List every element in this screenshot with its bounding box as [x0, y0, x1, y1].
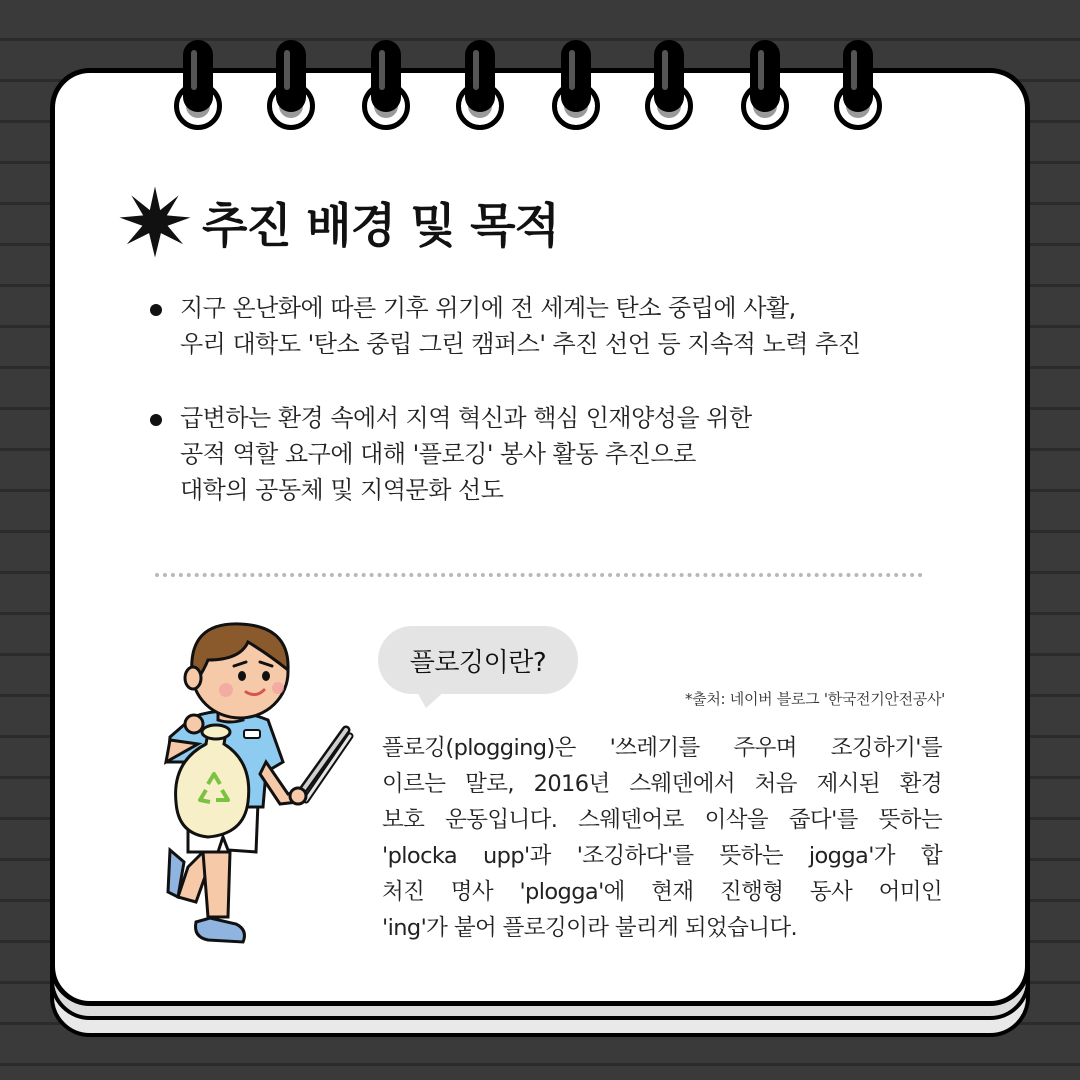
source-note: *출처: 네이버 블로그 '한국전기안전공사' [684, 690, 945, 708]
background-list [150, 290, 990, 546]
description-line: 보호 운동입니다. 스웨덴어로 이삭을 줍다'를 뜻하는 [382, 807, 942, 833]
list-item-line: 우리 대학도 '탄소 중립 그린 캠퍼스' 추진 선언 등 지속적 노력 추진 [180, 330, 861, 358]
section-header [118, 185, 559, 259]
dotted-divider [155, 573, 923, 577]
plogging-speech-bubble: 플로깅이란? [378, 626, 578, 694]
list-item-line: 대학의 공동체 및 지역문화 선도 [180, 476, 504, 504]
description-line: 'ing'가 붙어 플로깅이라 불리게 되었습니다. [382, 915, 798, 941]
bullet-dot [150, 304, 162, 316]
list-item-line: 급변하는 환경 속에서 지역 혁신과 핵심 인재양성을 위한 [180, 404, 752, 432]
list-item [150, 290, 990, 362]
description-line: 처진 명사 'plogga'에 현재 진행형 동사 어미인 [382, 879, 942, 905]
plogging-kid-illustration [148, 612, 368, 962]
plogging-description [382, 730, 942, 946]
bullet-dot [150, 414, 162, 426]
list-item-line: 공적 역할 요구에 대해 '플로깅' 봉사 활동 추진으로 [180, 440, 696, 468]
star-burst-icon [118, 185, 192, 259]
description-line: 이르는 말로, 2016년 스웨덴에서 처음 제시된 환경 [382, 771, 942, 797]
description-line: 'plocka upp'과 '조깅하다'를 뜻하는 jogga'가 합 [382, 843, 942, 869]
page-title: 추진 배경 및 목적 [202, 198, 559, 254]
description-line: 플로깅(plogging)은 '쓰레기를 주우며 조깅하기'를 [382, 735, 942, 761]
list-item-line: 지구 온난화에 따른 기후 위기에 전 세계는 탄소 중립에 사활, [180, 294, 796, 322]
list-item [150, 400, 990, 508]
